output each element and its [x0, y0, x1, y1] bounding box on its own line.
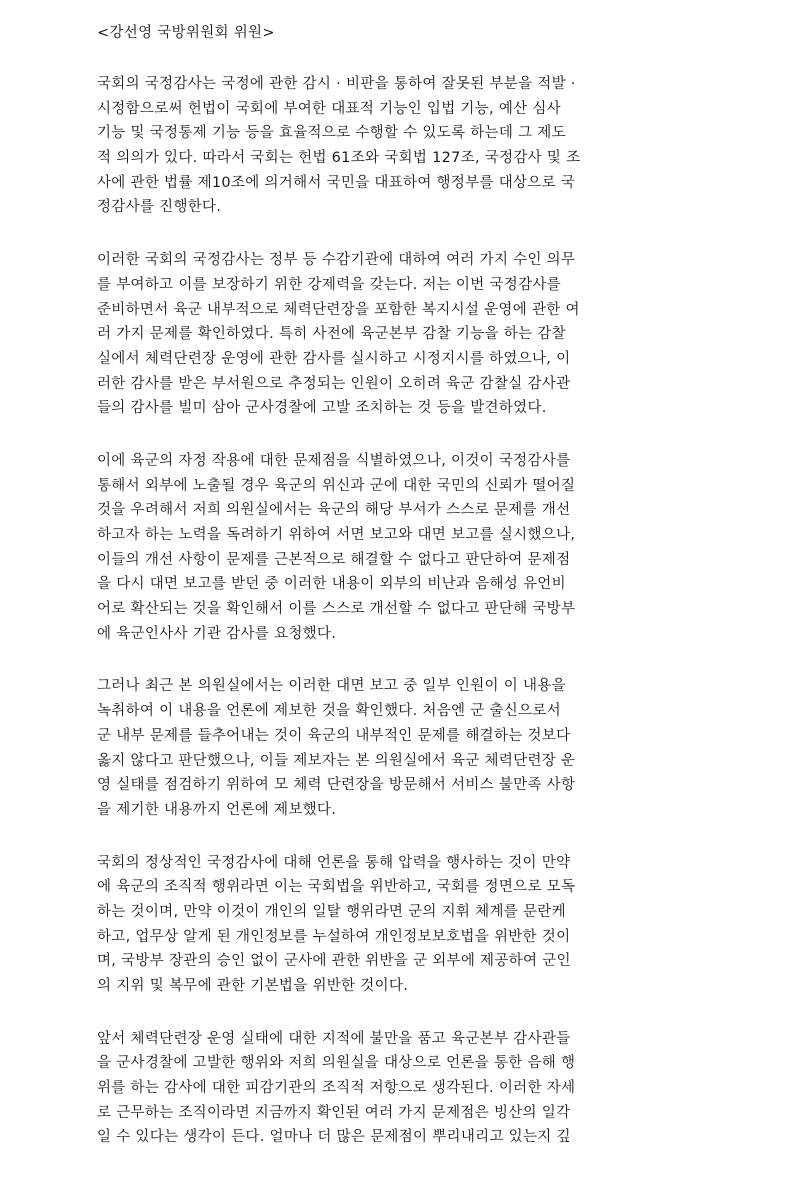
text-line: 러 가지 문제를 확인하였다. 특히 사전에 육군본부 감찰 기능을 하는 감찰 [97, 326, 566, 343]
text-line: 것을 우려해서 저희 의원실에서는 육군의 해당 부서가 스스로 문제를 개선 [97, 502, 571, 519]
paragraph-5 [97, 851, 697, 999]
text-line: 국회의 국정감사는 국정에 관한 감시 · 비판을 통하여 잘못된 부분을 적발 · [97, 76, 576, 92]
text-line: 하고자 하는 노력을 독려하기 위하여 서면 보고와 대면 보고를 실시했으나, [97, 527, 576, 543]
text-line: 하는 것이며, 만약 이것이 개인의 일탈 행위라면 군의 지휘 체계를 문란케 [97, 903, 566, 920]
text-line: 통해서 외부에 노출될 경우 육군의 위신과 군에 대한 국민의 신뢰가 떨어질 [97, 477, 576, 494]
text-line: 며, 국방부 장관의 승인 없이 군사에 관한 위반을 군 외부에 제공하여 군인 [97, 953, 571, 970]
document-body [97, 22, 697, 1178]
paragraph-3 [97, 449, 697, 647]
paragraph-4 [97, 674, 697, 822]
text-line: 을 다시 대면 보고를 받던 중 이러한 내용이 외부의 비난과 음해성 유언비 [97, 576, 566, 593]
text-line: 의 지위 및 복무에 관한 기본법을 위반한 것이다. [97, 978, 409, 994]
text-line: 이러한 국회의 국정감사는 정부 등 수감기관에 대하여 여러 가지 수인 의무 [97, 252, 576, 269]
author-heading: <강선영 국방위원회 위원> [97, 25, 275, 41]
text-line: 에 육군의 조직적 행위라면 이는 국회법을 위반하고, 국회를 정면으로 모독 [97, 879, 576, 896]
text-line: 에 육군인사사 기관 감사를 요청했다. [97, 625, 337, 642]
text-line: 하고, 업무상 알게 된 개인정보를 누설하여 개인정보보호법을 위반한 것이 [97, 928, 571, 945]
text-line: 로 근무하는 조직이라면 지금까지 확인된 여러 가지 문제점은 빙산의 일각 [97, 1104, 571, 1121]
paragraph-1 [97, 72, 697, 220]
text-line: 그러나 최근 본 의원실에서는 이러한 대면 보고 중 일부 인원이 이 내용을 [97, 678, 566, 695]
text-line: 옳지 않다고 판단했으나, 이들 제보자는 본 의원실에서 육군 체력단련장 운 [97, 752, 576, 769]
paragraph-2 [97, 248, 697, 421]
text-line: 이에 육군의 자정 작용에 대한 문제점을 식별하였으나, 이것이 국정감사를 [97, 452, 571, 469]
text-line: 를 부여하고 이를 보장하기 위한 강제력을 갖는다. 저는 이번 국정감사를 [97, 276, 561, 293]
text-line: 사에 관한 법률 제10조에 의거해서 국민을 대표하여 행정부를 대상으로 국 [97, 174, 576, 191]
text-line: 기능 및 국정통제 기능 등을 효율적으로 수행할 수 있도록 하는데 그 제도 [97, 125, 566, 142]
text-line: 러한 감사를 받은 부서원으로 추정되는 인원이 오히려 육군 감찰실 감사관 [97, 375, 571, 392]
text-line: 정감사를 진행한다. [97, 199, 222, 216]
text-line: 실에서 체력단련장 운영에 관한 감사를 실시하고 시정지시를 하였으나, 이 [97, 350, 571, 367]
text-line: 시정함으로써 헌법이 국회에 부여한 대표적 기능인 입법 기능, 예산 심사 [97, 100, 561, 117]
text-line: 일 수 있다는 생각이 든다. 얼마나 더 많은 문제점이 뿌리내리고 있는지 깊 [97, 1129, 571, 1146]
text-line: 적 의의가 있다. 따라서 국회는 헌법 61조와 국회법 127조, 국정감사 및 조 [97, 150, 581, 167]
paragraph-6 [97, 1027, 697, 1150]
text-line: 준비하면서 육군 내부적으로 체력단련장을 포함한 복지시설 운영에 관한 여 [97, 301, 580, 318]
text-line: 들의 감사를 빌미 삼아 군사경찰에 고발 조치하는 것 등을 발견하였다. [97, 400, 547, 417]
text-line: 어로 확산되는 것을 확인해서 이를 스스로 개선할 수 없다고 판단해 국방부 [97, 601, 576, 618]
text-line: 영 실태를 점검하기 위하여 모 체력 단련장을 방문해서 서비스 불만족 사항 [97, 777, 576, 794]
text-line: 군 내부 문제를 들추어내는 것이 육군의 내부적인 문제를 해결하는 것보다 [97, 727, 571, 744]
text-line: 을 군사경찰에 고발한 행위와 저희 의원실을 대상으로 언론을 통한 음해 행 [97, 1055, 576, 1072]
text-line: 녹취하여 이 내용을 언론에 제보한 것을 확인했다. 처음엔 군 출신으로서 [97, 703, 561, 720]
text-line: 위를 하는 감사에 대한 피감기관의 조직적 저항으로 생각된다. 이러한 자세 [97, 1080, 576, 1097]
text-line: 앞서 체력단련장 운영 실태에 대한 지적에 불만을 품고 육군본부 감사관들 [97, 1030, 571, 1047]
text-line: 이들의 개선 사항이 문제를 근본적으로 해결할 수 없다고 판단하여 문제점 [97, 551, 571, 568]
text-line: 을 제기한 내용까지 언론에 제보했다. [97, 801, 337, 818]
text-line: 국회의 정상적인 국정감사에 대해 언론을 통해 압력을 행사하는 것이 만약 [97, 854, 571, 871]
